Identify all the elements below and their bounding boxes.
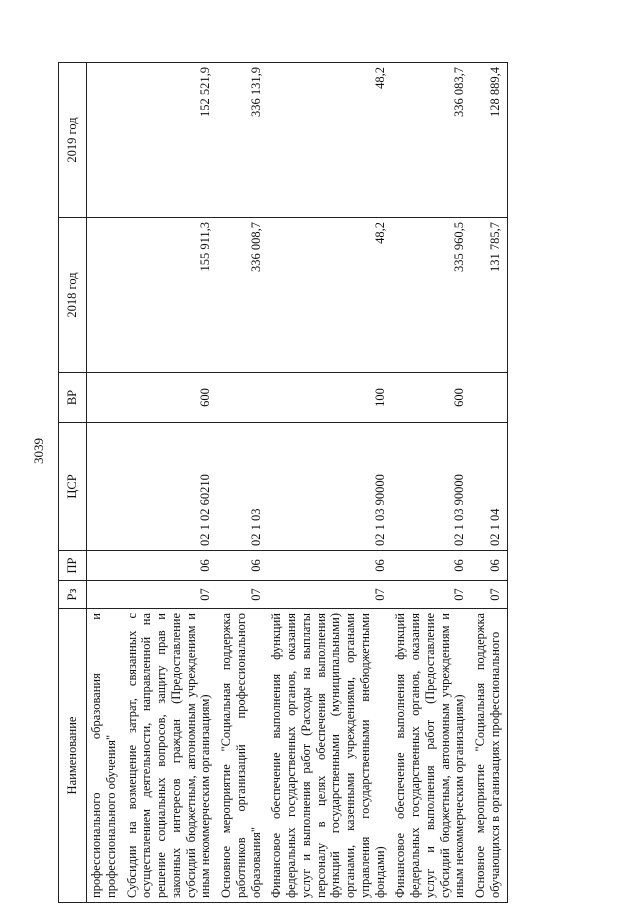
row-rz — [87, 581, 123, 609]
row-rz: 07 — [471, 581, 507, 609]
row-name: Субсидии на возмещение затрат, связанных с осуществлением деятельности, направленной на решение социальных вопросов, защиту прав и законных интересов граждан (Предоставление субсидий бюджетным, автономным учреждениям и иным некоммерческим организациям) — [123, 609, 218, 903]
row-pr: 06 — [391, 551, 471, 581]
row-pr — [87, 551, 123, 581]
row-name: Финансовое обеспечение выполнения функций федеральных государственных органов, оказания услуг и выполнения работ (Предоставление субсидий бюджетным, автономным учреждениям и иным некоммерческим организациям) — [391, 609, 471, 903]
row-csr: 02 1 03 90000 — [267, 423, 391, 551]
row-vr: 600 — [123, 373, 218, 423]
table-row — [391, 63, 471, 903]
table-row — [471, 63, 507, 903]
row-name: Финансовое обеспечение выполнения функций федеральных государственных органов, оказания услуг и выполнения работ (Расходы на выплаты персоналу в целях обеспечения выполнения функций государственными (муниципальными) органами, казенными учреждениями, органами управления государственными внебюджетными фондами) — [267, 609, 391, 903]
row-rz: 07 — [267, 581, 391, 609]
row-2019: 152 521,9 — [123, 63, 218, 218]
budget-table — [58, 62, 508, 903]
row-name: Основное мероприятие "Социальная поддержка обучающихся в организациях профессионального — [471, 609, 507, 903]
row-csr — [87, 423, 123, 551]
header-2018: 2018 год — [59, 218, 87, 373]
header-rz: Рз — [59, 581, 87, 609]
header-name: Наименование — [59, 609, 87, 903]
row-2018: 335 960,5 — [391, 218, 471, 373]
row-csr: 02 1 03 90000 — [391, 423, 471, 551]
row-2018: 155 911,3 — [123, 218, 218, 373]
header-vr: ВР — [59, 373, 87, 423]
row-csr: 02 1 02 60210 — [123, 423, 218, 551]
row-pr: 06 — [471, 551, 507, 581]
row-pr: 06 — [267, 551, 391, 581]
row-2018: 131 785,7 — [471, 218, 507, 373]
row-pr: 06 — [217, 551, 267, 581]
row-2019: 128 889,4 — [471, 63, 507, 218]
row-vr — [217, 373, 267, 423]
row-csr: 02 1 03 — [217, 423, 267, 551]
page-number: 3039 — [31, 438, 46, 464]
row-2019 — [87, 63, 123, 218]
row-2018: 336 008,7 — [217, 218, 267, 373]
row-name: Основное мероприятие "Социальная поддержка работников организаций профессионального образования" — [217, 609, 267, 903]
row-vr — [471, 373, 507, 423]
header-pr: ПР — [59, 551, 87, 581]
table-header-row — [59, 63, 87, 903]
row-2019: 336 083,7 — [391, 63, 471, 218]
header-2019: 2019 год — [59, 63, 87, 218]
row-name: профессионального образования и профессионального обучения" — [87, 609, 123, 903]
row-2019: 48,2 — [267, 63, 391, 218]
rotated-page-content — [58, 58, 598, 903]
table-row — [217, 63, 267, 903]
header-csr: ЦСР — [59, 423, 87, 551]
row-rz: 07 — [391, 581, 471, 609]
row-csr: 02 1 04 — [471, 423, 507, 551]
row-vr — [87, 373, 123, 423]
row-2019: 336 131,9 — [217, 63, 267, 218]
table-row — [87, 63, 123, 903]
table-row — [123, 63, 218, 903]
table-row — [267, 63, 391, 903]
row-vr: 600 — [391, 373, 471, 423]
row-rz: 07 — [217, 581, 267, 609]
row-rz: 07 — [123, 581, 218, 609]
row-vr: 100 — [267, 373, 391, 423]
row-2018 — [87, 218, 123, 373]
row-pr: 06 — [123, 551, 218, 581]
row-2018: 48,2 — [267, 218, 391, 373]
